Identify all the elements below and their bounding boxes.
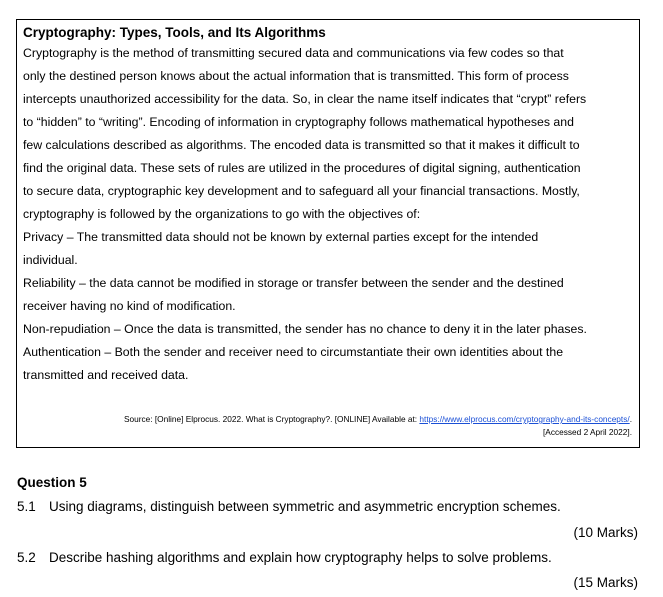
source-link[interactable]: https://www.elprocus.com/cryptography-and-its-concepts/: [419, 414, 630, 424]
passage-line: to secure data, cryptographic key development and to safeguard all your financial transactions. Mostly,: [23, 184, 580, 198]
question-marks: (10 Marks): [573, 525, 638, 540]
passage-line: receiver having no kind of modification.: [23, 299, 236, 313]
source-prefix: Source: [Online] Elprocus. 2022. What is Cryptography?. [ONLINE] Available at:: [123, 414, 420, 424]
source-suffix: .: [629, 414, 632, 424]
question-item: [17, 498, 561, 515]
passage-line: individual.: [23, 253, 78, 267]
passage-line: Authentication – Both the sender and receiver need to circumstantiate their own identities about the: [23, 345, 564, 359]
question-text: Using diagrams, distinguish between symmetric and asymmetric encryption schemes.: [49, 499, 561, 514]
passage-body: [23, 42, 639, 387]
question-number: 5.1: [17, 499, 36, 514]
passage-line: only the destined person knows about the actual information that is transmitted. This form of process: [23, 69, 569, 83]
reading-passage-box: [16, 19, 640, 448]
question-item: [17, 549, 552, 566]
source-accessed-date: [Accessed 2 April 2022].: [542, 427, 632, 437]
passage-line: few calculations described as algorithms. The encoded data is transmitted so that it makes it difficult to: [23, 138, 580, 152]
passage-title: Cryptography: Types, Tools, and Its Algorithms: [23, 25, 326, 40]
passage-line: Reliability – the data cannot be modified in storage or transfer between the sender and the destined: [23, 276, 564, 290]
passage-line: cryptography is followed by the organizations to go with the objectives of:: [23, 207, 421, 221]
passage-line: intercepts unauthorized accessibility for the data. So, in clear the name itself indicates that “crypt” refers: [23, 92, 587, 106]
question-text: Describe hashing algorithms and explain how cryptography helps to solve problems.: [49, 550, 552, 565]
passage-line: Privacy – The transmitted data should not be known by external parties except for the intended: [23, 230, 539, 244]
passage-line: to “hidden” to “writing”. Encoding of information in cryptography follows mathematical hypotheses and: [23, 115, 574, 129]
question-number: 5.2: [17, 550, 36, 565]
passage-line: Cryptography is the method of transmitting secured data and communications via few codes so that: [23, 46, 564, 60]
passage-line: Non-repudiation – Once the data is transmitted, the sender has no chance to deny it in the later phases.: [23, 322, 587, 336]
question-marks: (15 Marks): [573, 575, 638, 590]
question-heading: Question 5: [17, 475, 87, 490]
source-citation: [124, 413, 632, 439]
passage-line: find the original data. These sets of rules are utilized in the procedures of digital signing, authentication: [23, 161, 581, 175]
passage-line: transmitted and received data.: [23, 368, 189, 382]
source-line: [124, 413, 632, 426]
